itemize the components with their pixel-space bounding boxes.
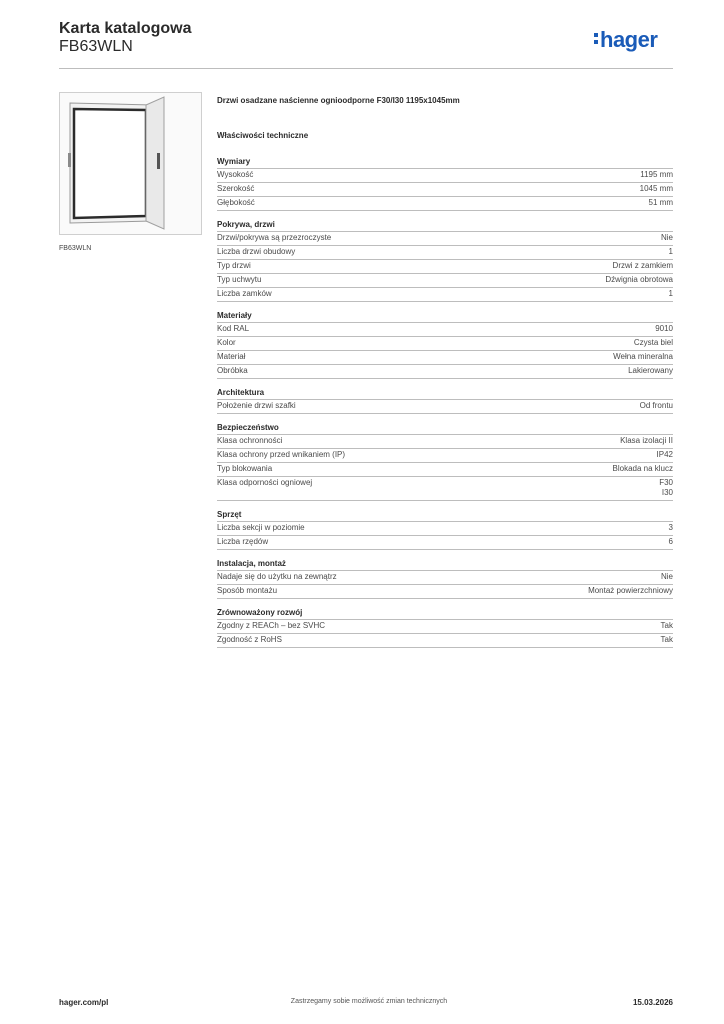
property-value-line: Lakierowany xyxy=(628,366,673,375)
logo-dots-icon xyxy=(594,33,598,47)
section-title: Sprzęt xyxy=(217,509,673,522)
property-value xyxy=(628,366,673,376)
header-divider xyxy=(59,68,673,69)
property-label: Zgodność z RoHS xyxy=(217,635,282,644)
property-value xyxy=(620,436,673,446)
property-row xyxy=(217,620,673,634)
property-value-line: I30 xyxy=(661,488,673,497)
property-section xyxy=(217,607,673,648)
property-row xyxy=(217,197,673,211)
property-label: Klasa odporności ogniowej xyxy=(217,478,313,487)
property-label: Zgodny z REACh – bez SVHC xyxy=(217,621,326,630)
property-label: Nadaje się do użytku na zewnątrz xyxy=(217,572,337,581)
property-value-line: Od frontu xyxy=(639,401,673,410)
property-row xyxy=(217,365,673,379)
technical-properties xyxy=(217,156,673,656)
property-value-line: Nie xyxy=(660,233,673,242)
property-value-line: 1 xyxy=(668,247,673,256)
property-label: Szerokość xyxy=(217,184,255,193)
property-value-line: Blokada na klucz xyxy=(612,464,673,473)
door-illustration-icon xyxy=(60,93,201,234)
property-value-line: 1 xyxy=(668,289,673,298)
property-value-line: Klasa izolacji II xyxy=(620,436,673,445)
property-section xyxy=(217,558,673,599)
property-label: Typ drzwi xyxy=(217,261,251,270)
section-title: Pokrywa, drzwi xyxy=(217,219,673,232)
property-label: Kod RAL xyxy=(217,324,250,333)
property-value-line: 9010 xyxy=(655,324,673,333)
property-value xyxy=(634,338,673,348)
property-label: Liczba sekcji w poziomie xyxy=(217,523,305,532)
property-value xyxy=(640,184,673,194)
property-value-line: IP42 xyxy=(656,450,673,459)
section-title: Materiały xyxy=(217,310,673,323)
property-label: Głębokość xyxy=(217,198,255,207)
properties-title: Właściwości techniczne xyxy=(217,131,309,140)
property-value xyxy=(661,233,673,243)
property-label: Wysokość xyxy=(217,170,254,179)
property-section xyxy=(217,422,673,501)
property-value-line: F30 xyxy=(659,478,673,487)
property-label: Typ uchwytu xyxy=(217,275,262,284)
property-value xyxy=(613,352,673,362)
product-code: FB63WLN xyxy=(59,38,133,55)
section-title: Zrównoważony rozwój xyxy=(217,607,673,620)
property-label: Klasa ochronności xyxy=(217,436,283,445)
property-section xyxy=(217,219,673,302)
property-value-line: 51 mm xyxy=(648,198,673,207)
property-value xyxy=(669,247,673,257)
property-value-line: Drzwi z zamkiem xyxy=(612,261,673,270)
property-section xyxy=(217,387,673,414)
property-label: Obróbka xyxy=(217,366,248,375)
property-value-line: 6 xyxy=(668,537,673,546)
property-row xyxy=(217,585,673,599)
property-value-line: 3 xyxy=(668,523,673,532)
section-title: Wymiary xyxy=(217,156,673,169)
property-value-line: 1195 mm xyxy=(640,170,673,179)
property-label: Liczba zamków xyxy=(217,289,272,298)
property-section xyxy=(217,509,673,550)
property-value xyxy=(655,324,673,334)
property-label: Liczba rzędów xyxy=(217,537,269,546)
hager-logo xyxy=(594,27,657,53)
property-row xyxy=(217,323,673,337)
property-value xyxy=(649,198,673,208)
property-value-line: Dźwignia obrotowa xyxy=(605,275,673,284)
property-row xyxy=(217,571,673,585)
property-row xyxy=(217,274,673,288)
property-value xyxy=(661,621,673,631)
property-row xyxy=(217,246,673,260)
property-value-line: Tak xyxy=(660,635,673,644)
property-row xyxy=(217,522,673,536)
property-label: Liczba drzwi obudowy xyxy=(217,247,296,256)
footer-website[interactable]: hager.com/pl xyxy=(59,998,109,1007)
page-title: Karta katalogowa xyxy=(59,20,192,37)
section-title: Instalacja, montaż xyxy=(217,558,673,571)
property-row xyxy=(217,232,673,246)
product-description: Drzwi osadzane naścienne ognioodporne F30/I30 1195x1045mm xyxy=(217,96,460,105)
property-value xyxy=(657,450,673,460)
property-row xyxy=(217,449,673,463)
property-row xyxy=(217,183,673,197)
property-value xyxy=(613,464,673,474)
property-value-line: Tak xyxy=(660,621,673,630)
property-value xyxy=(669,537,673,547)
property-value-line: Czysta biel xyxy=(633,338,673,347)
property-label: Sposób montażu xyxy=(217,586,278,595)
property-row xyxy=(217,400,673,414)
section-title: Bezpieczeństwo xyxy=(217,422,673,435)
property-row xyxy=(217,463,673,477)
property-value xyxy=(613,261,673,271)
image-caption: FB63WLN xyxy=(59,245,92,252)
property-value xyxy=(669,523,673,533)
property-row xyxy=(217,634,673,648)
property-value xyxy=(661,635,673,645)
property-label: Położenie drzwi szafki xyxy=(217,401,296,410)
property-label: Kolor xyxy=(217,338,236,347)
property-value xyxy=(661,572,673,582)
property-label: Klasa ochrony przed wnikaniem (IP) xyxy=(217,450,346,459)
property-value-line: Montaż powierzchniowy xyxy=(588,586,673,595)
property-row xyxy=(217,169,673,183)
property-section xyxy=(217,156,673,211)
property-section xyxy=(217,310,673,379)
product-image xyxy=(59,92,202,235)
property-row xyxy=(217,288,673,302)
property-row xyxy=(217,337,673,351)
property-row xyxy=(217,477,673,501)
property-value xyxy=(588,586,673,596)
property-value-line: Wełna mineralna xyxy=(613,352,673,361)
property-value xyxy=(640,170,673,180)
property-value-line: 1045 mm xyxy=(639,184,673,193)
property-label: Materiał xyxy=(217,352,246,361)
logo-text: hager xyxy=(600,27,658,52)
property-value xyxy=(605,275,673,285)
property-label: Typ blokowania xyxy=(217,464,273,473)
property-value-line: Nie xyxy=(660,572,673,581)
property-value xyxy=(640,401,673,411)
property-row xyxy=(217,536,673,550)
property-value xyxy=(659,478,673,498)
property-value xyxy=(669,289,673,299)
property-row xyxy=(217,351,673,365)
footer-date: 15.03.2026 xyxy=(632,998,673,1007)
property-row xyxy=(217,260,673,274)
property-row xyxy=(217,435,673,449)
footer-notice: Zastrzegamy sobie możliwość zmian technicznych xyxy=(290,998,448,1005)
section-title: Architektura xyxy=(217,387,673,400)
property-label: Drzwi/pokrywa są przezroczyste xyxy=(217,233,332,242)
